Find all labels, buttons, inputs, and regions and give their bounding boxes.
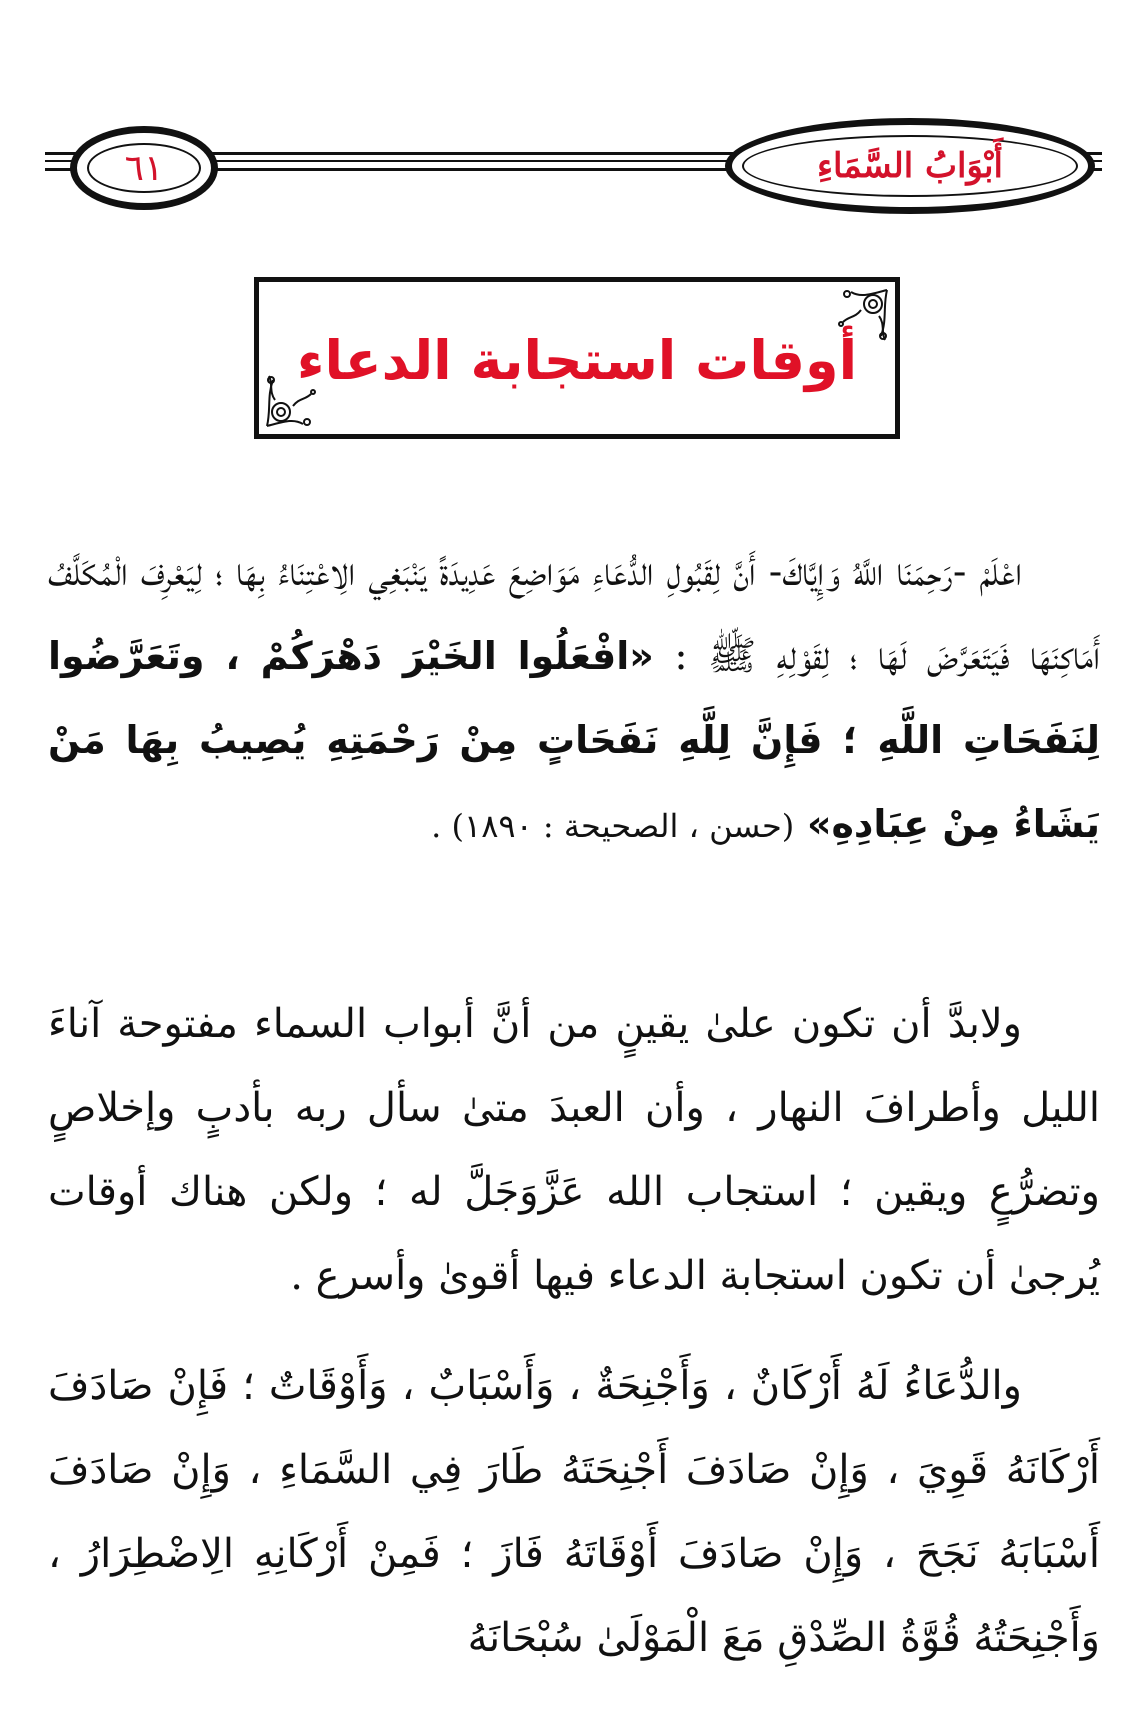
- section-title-box: [254, 277, 900, 439]
- paragraph-2: [48, 982, 1100, 1318]
- section-title: أوقات استجابة الدعاء: [296, 328, 858, 392]
- corner-ornament-icon: [821, 286, 891, 346]
- page-number: ٦١: [124, 147, 164, 189]
- paragraph-1-text: اعْلَمْ -رَحِمَنَا اللَّهُ وَإِيَّاكَ- أَنَّ لِقَبُولِ الدُّعَاءِ مَوَاضِعَ عَدِيدَةً يَنْبَغِي الِاعْتِنَاءُ بِهَا ؛ لِيَعْرِفَ الْمُكَلَّفُ أَمَاكِنَهَا فَيَتَعَرَّضَ لَهَا ؛ لِقَوْلِهِ ﷺ :: [48, 549, 1101, 679]
- paragraph-2-text: ولابدَّ أن تكون علىٰ يقينٍ من أنَّ أبواب السماء مفتوحة آناءَ الليل وأطرافَ النهار ، وأن العبدَ متىٰ سأل ربه بأدبٍ وإخلاصٍ وتضرُّعٍ ويقين ؛ استجاب الله عَزَّوَجَلَّ له ؛ ولكن هناك أوقات يُرجىٰ أن تكون استجابة الدعاء فيها أقوىٰ وأسرع .: [48, 1001, 1100, 1299]
- paragraph-3-text: والدُّعَاءُ لَهُ أَرْكَانٌ ، وَأَجْنِحَةٌ ، وَأَسْبَابٌ ، وَأَوْقَاتٌ ؛ فَإِنْ صَادَفَ أَرْكَانَهُ قَوِيَ ، وَإِنْ صَادَفَ أَجْنِحَتَهُ طَارَ فِي السَّمَاءِ ، وَإِنْ صَادَفَ أَسْبَابَهُ نَجَحَ ، وَإِنْ صَادَفَ أَوْقَاتَهُ فَازَ ؛ فَمِنْ أَرْكَانِهِ الِاضْطِرَارُ ، وَأَجْنِحَتُهُ قُوَّةُ الصِّدْقِ مَعَ الْمَوْلَىٰ سُبْحَانَهُ: [48, 1363, 1100, 1661]
- page-number-badge: [70, 126, 218, 210]
- paragraph-3: [48, 1344, 1100, 1680]
- running-title: أَبْوَابُ السَّمَاءِ: [817, 146, 1003, 186]
- paragraph-1: [48, 530, 1100, 868]
- corner-ornament-icon: [263, 370, 333, 430]
- hadith-quote: «افْعَلُوا الخَيْرَ دَهْرَكُمْ ، وتَعَرَّضُوا لِنَفَحَاتِ اللَّهِ ؛ فَإِنَّ لِلَّهِ نَفَحَاتٍ مِنْ رَحْمَتِهِ يُصِيبُ بِهَا مَنْ يَشَاءُ مِنْ عِبَادِهِ»: [48, 634, 1100, 846]
- running-title-badge: [725, 118, 1095, 214]
- hadith-source: (حسن ، الصحيحة : ١٨٩٠) .: [431, 807, 795, 845]
